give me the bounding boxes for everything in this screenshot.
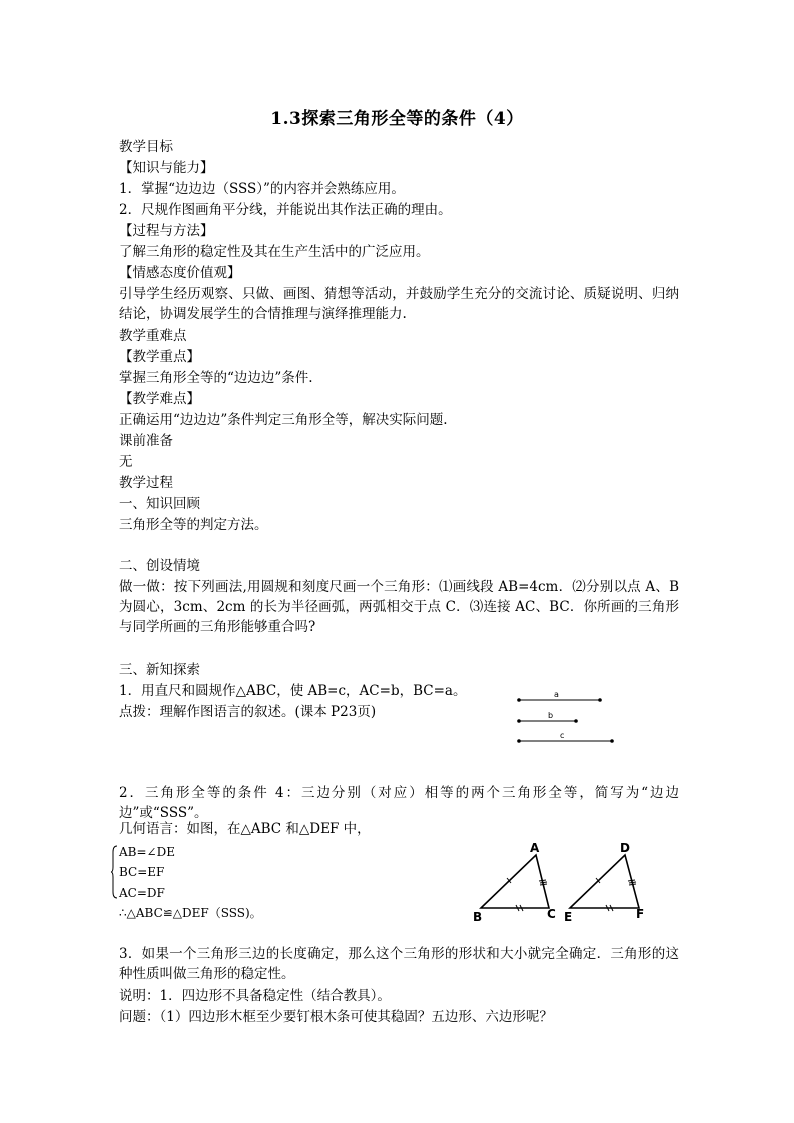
subheading: 【过程与方法】 (119, 223, 214, 239)
vertex-label-c: C (547, 907, 556, 921)
vertex-label-e: E (564, 910, 573, 924)
text-paragraph: 引导学生经历观察、只做、画图、猜想等活动，并鼓励学生充分的交流讨论、质疑说明、归纳结论，协调发展学生的合情推理与演绎推理能力. (119, 286, 679, 322)
vertex-label-d: D (620, 841, 630, 855)
text-line: 几何语言：如图，在△ABC 和△DEF 中， (119, 821, 371, 837)
vertex-label-f: F (636, 907, 645, 921)
subheading: 【知识与能力】 (119, 160, 214, 176)
text-line: 三角形全等的判定方法。 (119, 517, 268, 533)
text-line: 无 (119, 454, 133, 470)
condition-line: AB=∠DE (119, 845, 175, 859)
conclusion-line: ∴△ABC≌△DEF（SSS)。 (119, 906, 262, 920)
text-line: 了解三角形的稳定性及其在生产生活中的广泛应用。 (119, 244, 430, 260)
text-line: 1．用直尺和圆规作△ABC，使 AB=c，AC=b，BC=a。 (119, 683, 467, 699)
condition-line: AC=DF (119, 886, 165, 900)
subheading: 【教学重点】 (119, 349, 200, 365)
text-line: 掌握三角形全等的“边边边”条件. (119, 370, 313, 386)
text-paragraph: 2．三角形全等的条件 4：三边分别（对应）相等的两个三角形全等，简写为“边边边”或“SSS”。 (119, 785, 679, 821)
section-heading: 教学目标 (119, 139, 173, 155)
subheading: 【教学难点】 (119, 391, 200, 407)
text-line: 说明：1．四边形不具备稳定性（结合教具）。 (119, 988, 391, 1004)
subheading: 【情感态度价值观】 (119, 265, 241, 281)
page-title: 1.3探索三角形全等的条件（4） (270, 109, 524, 129)
text-paragraph: 3．如果一个三角形三边的长度确定，那么这个三角形的形状和大小就完全确定．三角形的这种性质叫做三角形的稳定性。 (119, 946, 679, 982)
text-line: 1．掌握“边边边（SSS）”的内容并会熟练应用。 (119, 181, 405, 197)
condition-line: BC=EF (119, 865, 165, 879)
segment-label-b: b (548, 711, 554, 720)
subheading: 三、新知探索 (119, 662, 200, 678)
subheading: 二、创设情境 (119, 558, 200, 574)
brace-symbol (111, 845, 117, 899)
vertex-label-a: A (530, 841, 540, 855)
section-heading: 教学过程 (119, 475, 173, 491)
segment-label-a: a (554, 690, 559, 699)
text-line: 问题：（1）四边形木框至少要钉根木条可使其稳固？五边形、六边形呢？ (119, 1009, 553, 1025)
text-line: 点拨：理解作图语言的叙述。(课本 P23页) (119, 704, 377, 720)
section-heading: 教学重难点 (119, 328, 187, 344)
segments-figure (512, 688, 622, 750)
vertex-label-b: B (473, 910, 483, 924)
text-paragraph: 做一做：按下列画法,用圆规和刻度尺画一个三角形：⑴画线段 AB=4cm．⑵分别以点 A、B为圆心，3cm、2cm 的长为半径画弧，两弧相交于点 C．⑶连接 AC、BC．你所画的三角形与同学所画的三角形能够重合吗? (119, 579, 679, 635)
text-line: 正确运用“边边边”条件判定三角形全等，解决实际问题. (119, 412, 448, 428)
section-heading: 课前准备 (119, 433, 173, 449)
subheading: 一、知识回顾 (119, 496, 200, 512)
segment-label-c: c (560, 731, 565, 740)
triangles-figure (470, 838, 660, 928)
text-line: 2．尺规作图画角平分线，并能说出其作法正确的理由。 (119, 202, 452, 218)
